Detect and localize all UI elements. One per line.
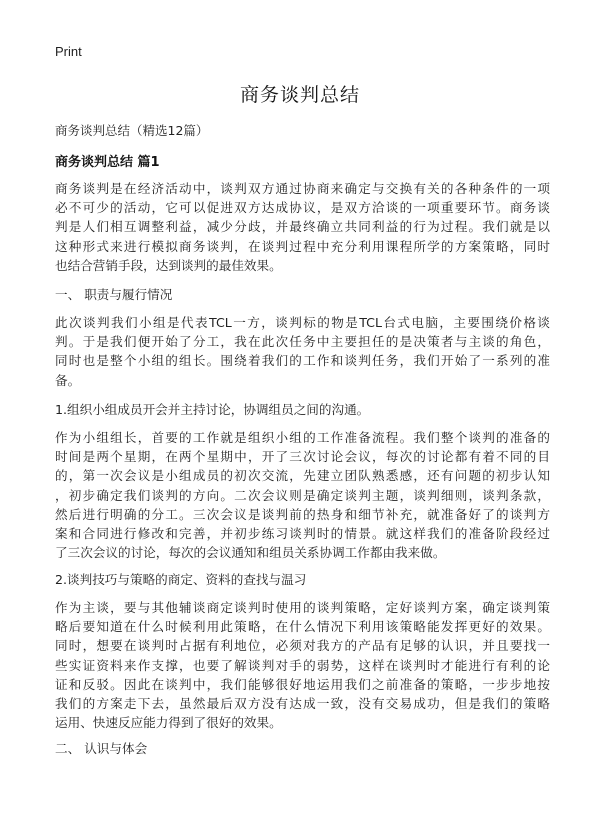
text-line: 这种形式来进行模拟商务谈判，在谈判过程中充分利用课程所学的方案策略，同时 (55, 238, 550, 254)
text-line: 备。 (55, 372, 81, 388)
paragraph-strategy (55, 598, 550, 732)
text-line: 案和合同进行修改和完善，并初步练习谈判时的情景。就这样我们的准备阶段经过 (55, 526, 550, 542)
text-line: 此次谈判我们小组是代表TCL一方，谈判标的物是TCL台式电脑，主要围绕价格谈 (55, 315, 550, 330)
text-line: 些实证资料来作支撑，也要了解谈判对手的弱势，这样在谈判时才能进行有利的论 (55, 657, 550, 673)
subheading-strategy: 2.谈判技巧与策略的商定、资料的查找与温习 (55, 572, 307, 587)
subheading-insights: 二、 认识与体会 (55, 741, 148, 756)
document-subtitle: 商务谈判总结（精选12篇） (55, 123, 209, 138)
subheading-duties: 一、 职责与履行情况 (55, 287, 173, 302)
text-line: 我们的方案走下去，虽然最后双方没有达成一致，没有交易成功，但是我们的策略 (55, 696, 550, 712)
text-line: 商务谈判是在经济活动中，谈判双方通过协商来确定与交换有关的各种条件的一项 (55, 181, 550, 196)
text-line: 作为主谈，要与其他辅谈商定谈判时使用的谈判策略，定好谈判方案，确定谈判策 (55, 600, 550, 615)
paragraph-duties (55, 313, 550, 390)
text-line: 也结合营销手段，达到谈判的最佳效果。 (55, 257, 282, 273)
page-title: 商务谈判总结 (239, 84, 360, 106)
text-line: 必不可少的活动，它可以促进双方达成协议，是双方洽谈的一项重要环节。商务谈 (55, 200, 550, 216)
text-line: 同时，想要在谈判时占据有利地位，必须对我方的产品有足够的认识，并且要找一 (55, 638, 550, 654)
text-line: ，初步确定我们谈判的方向。二次会议则是确定谈判主题，谈判细则，谈判条款， (55, 487, 550, 503)
subheading-organize: 1.组织小组成员开会并主持讨论，协调组员之间的沟通。 (55, 402, 370, 417)
section-heading: 商务谈判总结 篇1 (55, 155, 160, 170)
text-line: 运用、快速反应能力得到了很好的效果。 (55, 715, 282, 731)
text-line: 略后要知道在什么时候利用此策略，在什么情况下利用该策略能发挥更好的效果。 (55, 619, 550, 635)
text-line: 的，第一次会议是小组成员的初次交流，先建立团队熟悉感，还有问题的初步认知 (55, 468, 550, 484)
text-line: 证和反驳。因此在谈判中，我们能够很好地运用我们之前准备的策略，一步步地按 (55, 676, 550, 692)
paragraph-intro (55, 179, 550, 275)
text-line: 判是人们相互调整利益，减少分歧，并最终确立共同利益的行为过程。我们就是以 (55, 219, 550, 235)
text-line: 作为小组组长，首要的工作就是组织小组的工作准备流程。我们整个谈判的准备的 (55, 430, 550, 445)
text-line: 然后进行明确的分工。三次会议是谈判前的热身和细节补充，就准备好了的谈判方 (55, 506, 550, 522)
text-line: 时间是两个星期，在两个星期中，开了三次讨论会议，每次的讨论都有着不同的目 (55, 449, 550, 465)
paragraph-organize (55, 428, 550, 562)
text-line: 同时也是整个小组的组长。围绕着我们的工作和谈判任务，我们开始了一系列的准 (55, 353, 550, 369)
text-line: 判。于是我们便开始了分工，我在此次任务中主要担任的是决策者与主谈的角色， (55, 334, 550, 350)
text-line: 了三次会议的讨论，每次的会议通知和组员关系协调工作都由我来做。 (55, 545, 446, 561)
print-link[interactable]: Print (55, 44, 82, 59)
